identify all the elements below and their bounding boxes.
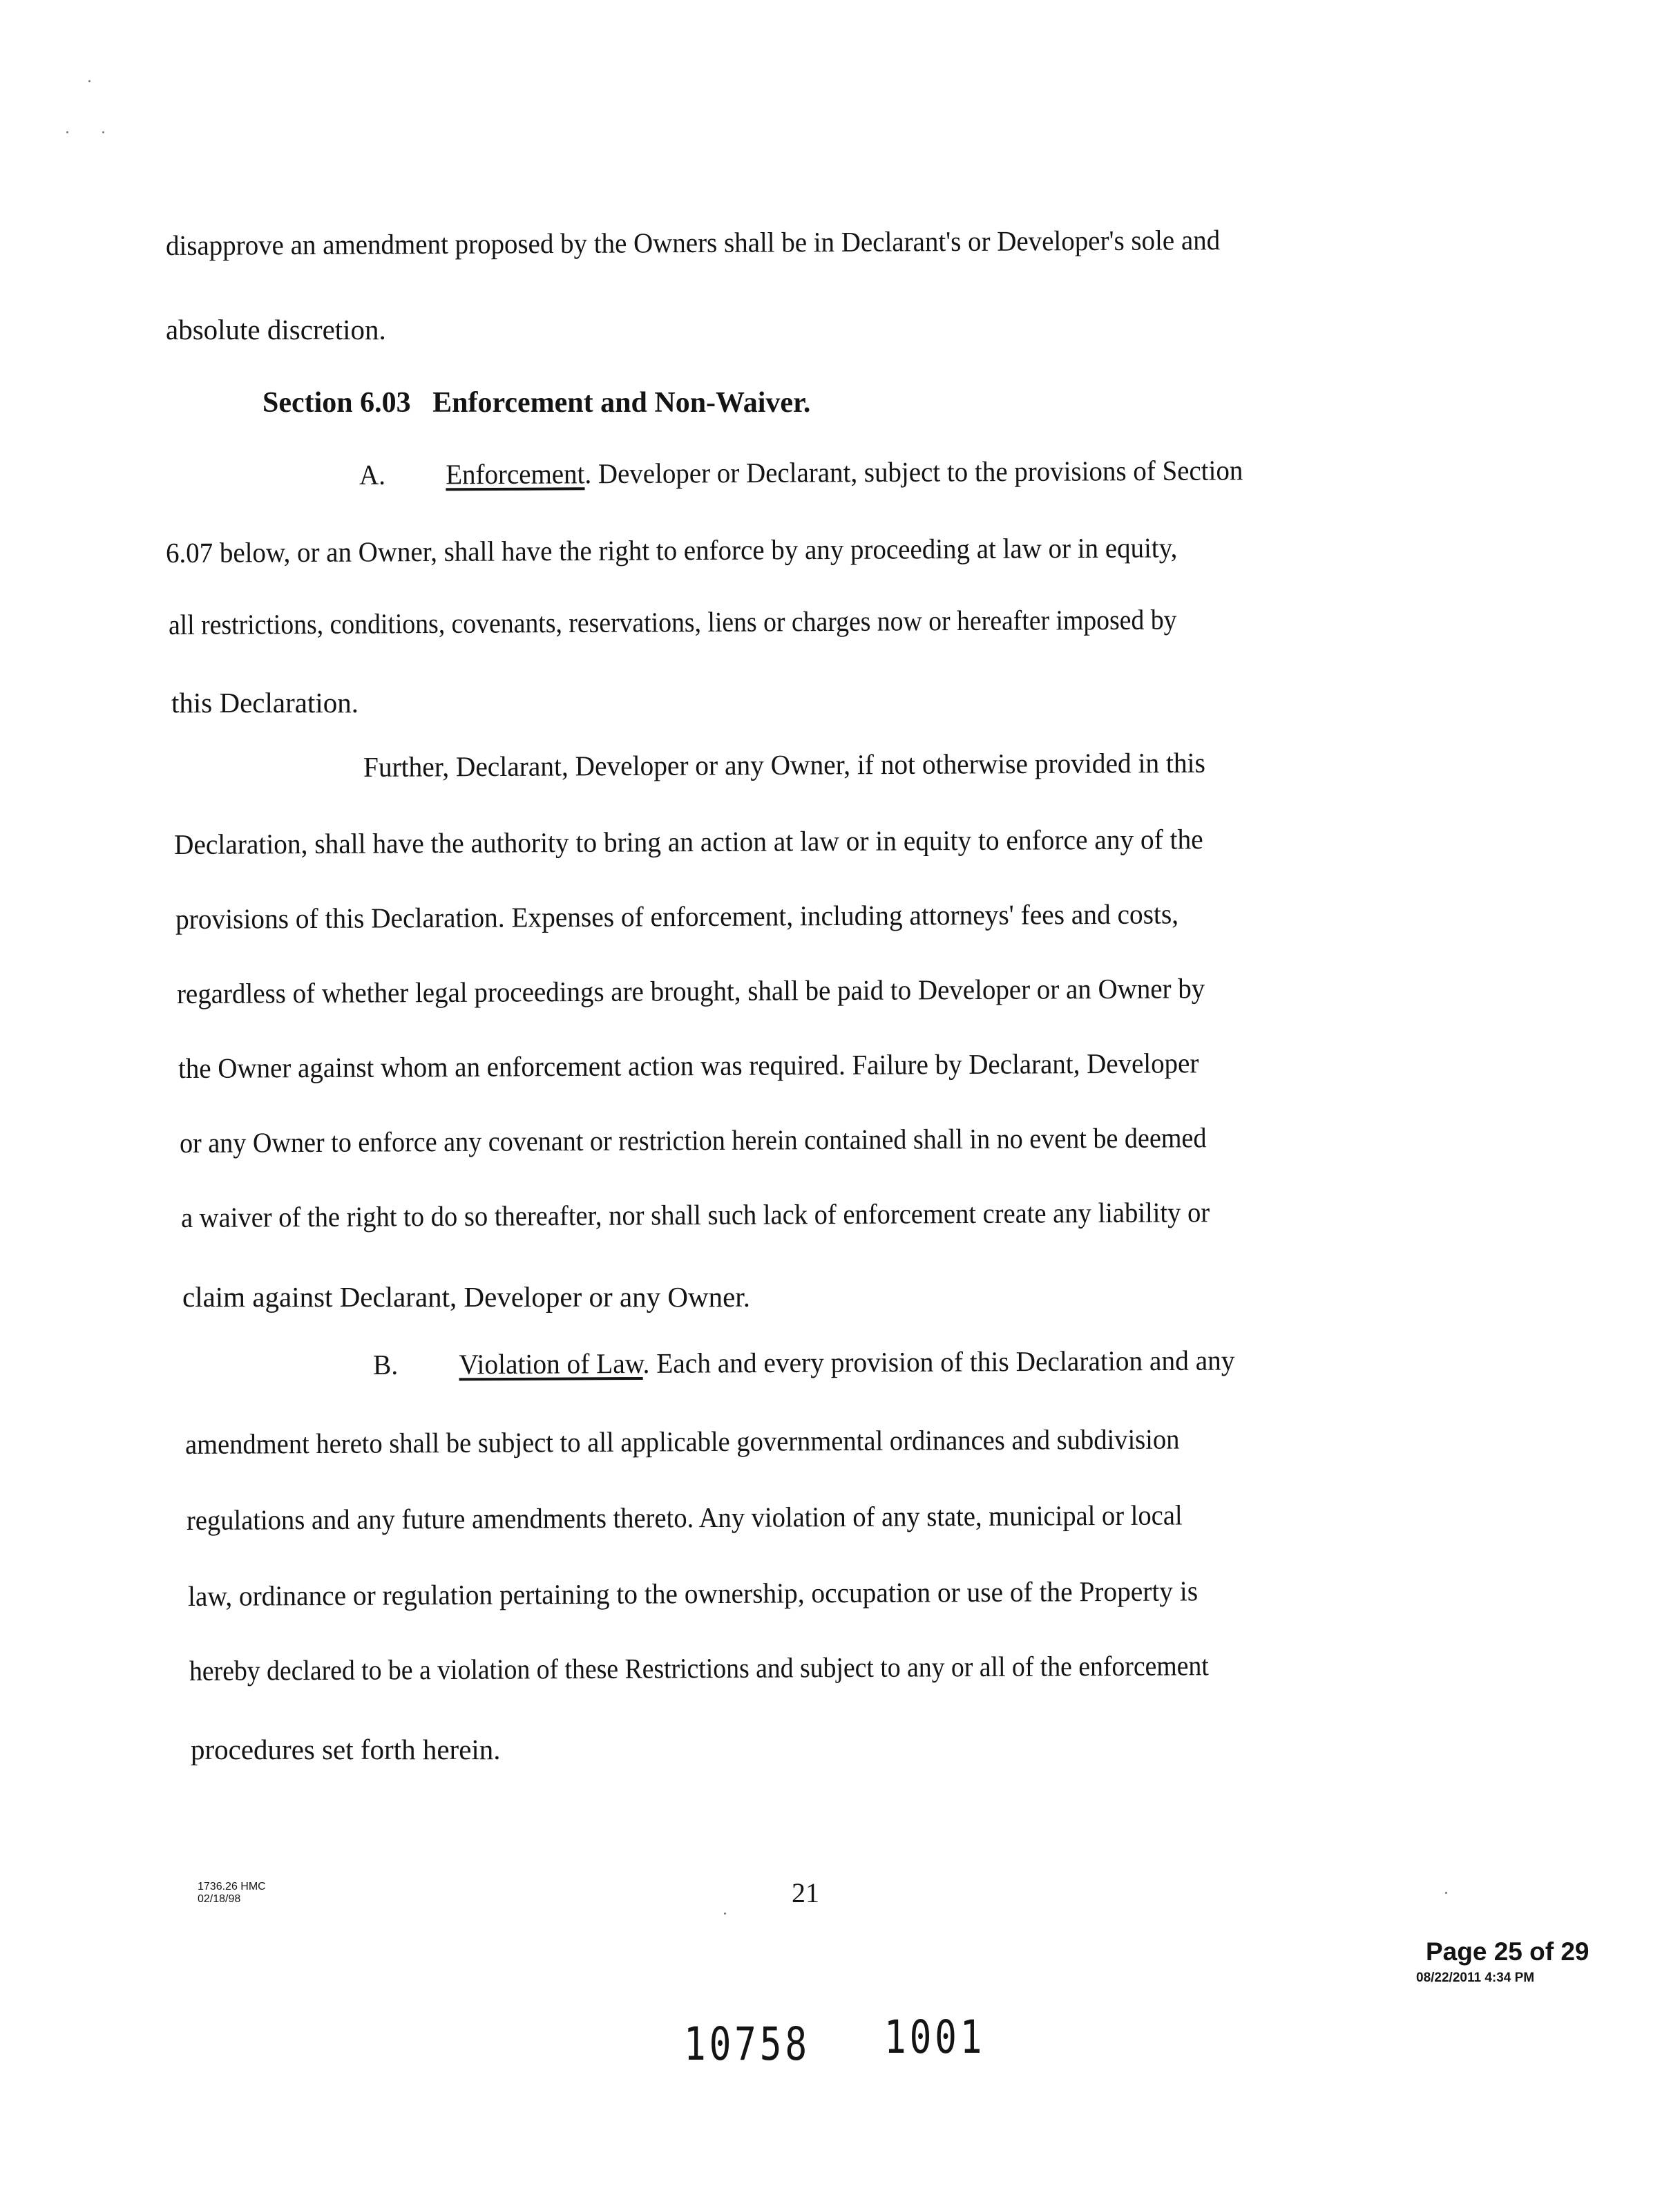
footer-doc-code (198, 1881, 266, 1906)
body-line: or any Owner to enforce any covenant or restriction herein contained shall in no event be deemed (179, 1121, 1207, 1159)
scan-speck (1445, 1892, 1447, 1894)
scan-speck (724, 1913, 726, 1915)
body-line: regulations and any future amendments thereto. Any violation of any state, municipal or local (186, 1499, 1183, 1536)
doc-code: 1736.26 HMC (198, 1881, 266, 1892)
body-line: disapprove an amendment proposed by the Owners shall be in Declarant's or Developer's sole and (165, 224, 1221, 261)
subsection-a-title: Enforcement (446, 457, 585, 491)
recording-timestamp: 08/22/2011 4:34 PM (1416, 1971, 1535, 1985)
body-line: regardless of whether legal proceedings are brought, shall be paid to Developer or an Owner by (176, 972, 1205, 1009)
body-line: the Owner against whom an enforcement action was required. Failure by Declarant, Developer (178, 1047, 1199, 1084)
subsection-b-title: Violation of Law (459, 1347, 643, 1380)
subsection-b-letter: B. (372, 1348, 399, 1380)
body-line: a waiver of the right to do so thereafter, nor shall such lack of enforcement create any liability or (180, 1196, 1210, 1233)
body-line: this Declaration. (171, 687, 359, 719)
scan-speck (66, 131, 68, 133)
body-line: provisions of this Declaration. Expenses of enforcement, including attorneys' fees and costs, (175, 898, 1179, 935)
body-line: amendment hereto shall be subject to all applicable governmental ordinances and subdivision (184, 1423, 1180, 1460)
body-line: 6.07 below, or an Owner, shall have the right to enforce by any proceeding at law or in equity, (165, 531, 1178, 569)
scan-speck (88, 80, 90, 82)
page-number: 21 (792, 1877, 819, 1908)
body-line: claim against Declarant, Developer or any Owner. (182, 1281, 750, 1313)
subsection-b-text: . Each and every provision of this Declaration and any (642, 1344, 1235, 1379)
scan-speck (102, 131, 104, 133)
body-line: law, ordinance or regulation pertaining to the ownership, occupation or use of the Property is (187, 1575, 1199, 1612)
body-line: all restrictions, conditions, covenants, reservations, liens or charges now or hereafter imposed by (168, 603, 1177, 640)
subsection-a-line (359, 456, 1243, 489)
subsection-a-letter: A. (359, 458, 385, 491)
book-page-number: 1001 (884, 2011, 986, 2064)
book-number: 10758 (684, 2018, 810, 2071)
body-line: absolute discretion. (166, 314, 386, 345)
body-line: procedures set forth herein. (191, 1734, 501, 1765)
body-line: hereby declared to be a violation of these Restrictions and subject to any or all of the enforcement (189, 1649, 1209, 1687)
body-line: Further, Declarant, Developer or any Owner, if not otherwise provided in this (363, 746, 1205, 783)
subsection-b-line (373, 1346, 1235, 1379)
doc-date: 02/18/98 (198, 1893, 241, 1906)
subsection-a-text: . Developer or Declarant, subject to the provisions of Section (584, 454, 1243, 490)
body-line: Declaration, shall have the authority to bring an action at law or in equity to enforce any of the (173, 823, 1203, 860)
section-heading: Section 6.03 Enforcement and Non-Waiver. (262, 387, 811, 419)
recording-page-label: Page 25 of 29 (1426, 1937, 1590, 1966)
